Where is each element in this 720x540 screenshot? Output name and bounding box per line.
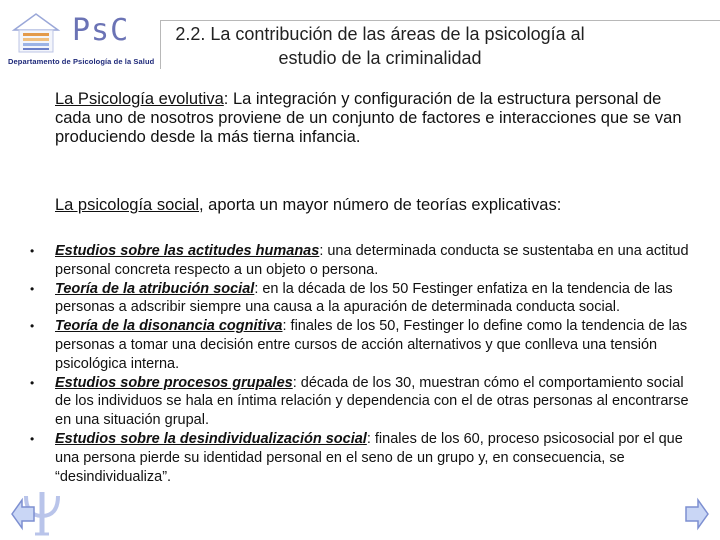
logo-department: Departamento de Psicología de la Salud [8, 57, 155, 66]
list-item-heading: Estudios sobre procesos grupales [55, 374, 293, 391]
list-item-text: : finales de los 50, Festinger lo define como la tendencia de las personas a tomar una decisión entre cursos de acción alternativos y que conlleva una tensión psicológica interna. [55, 318, 688, 372]
list-item [26, 317, 696, 373]
list-item-heading: Estudios sobre la desindividualización social [55, 430, 367, 447]
next-arrow-icon[interactable] [684, 497, 710, 531]
list-item [26, 280, 696, 318]
list-item-heading: Teoría de la disonancia cognitiva [55, 318, 283, 335]
list-item-text: : una determinada conducta se sustentaba en una actitud personal concreta respecto a un objeto o persona. [55, 243, 689, 278]
paragraph-evolutiva [55, 90, 695, 147]
paragraph-social-text: , aporta un mayor número de teorías explicativas: [199, 196, 562, 214]
theories-list [26, 242, 696, 486]
previous-arrow-icon[interactable] [10, 497, 36, 531]
list-item-heading: Teoría de la atribución social [55, 280, 255, 297]
bullet-icon: • [30, 319, 35, 334]
slide-title: 2.2. La contribución de las áreas de la psicología al estudio de la criminalidad [175, 24, 585, 68]
list-item [26, 430, 696, 486]
term-social: La psicología social [55, 196, 200, 214]
department-logo [6, 8, 156, 68]
list-item [26, 242, 696, 280]
term-evolutiva: La Psicología evolutiva [55, 90, 224, 108]
logo-name: PsC [72, 13, 130, 48]
bullet-icon: • [30, 244, 35, 258]
term-colon: : [223, 90, 229, 108]
bullet-icon: • [30, 375, 35, 390]
list-item-heading: Estudios sobre las actitudes humanas [55, 243, 320, 259]
list-item-text: : década de los 30, muestran cómo el comportamiento social de los individuos se hala en íntima relación y dependencia con el de otras personas al encontrarse en una situación grupal. [55, 374, 689, 429]
paragraph-evolutiva-text: La integración y configuración de la estructura personal de cada uno de nosotros proviene de un conjunto de factores e interacciones que se van produciendo desde la más tierna infancia. [55, 90, 682, 146]
list-item-text: : finales de los 60, proceso psicosocial por el que una persona pierde su identidad personal en el seno de un grupo y, en consecuencia, se “desindividualiza”. [55, 430, 683, 485]
paragraph-social [55, 196, 695, 215]
bullet-icon: • [30, 431, 35, 446]
bullet-icon: • [30, 281, 35, 296]
list-item [26, 374, 696, 430]
list-item-text: : en la década de los 50 Festinger enfatiza en la tendencia de las personas a adscribir siempre una causa a la apuración de determinada conducta social. [55, 280, 673, 316]
house-logo-icon [6, 8, 66, 56]
